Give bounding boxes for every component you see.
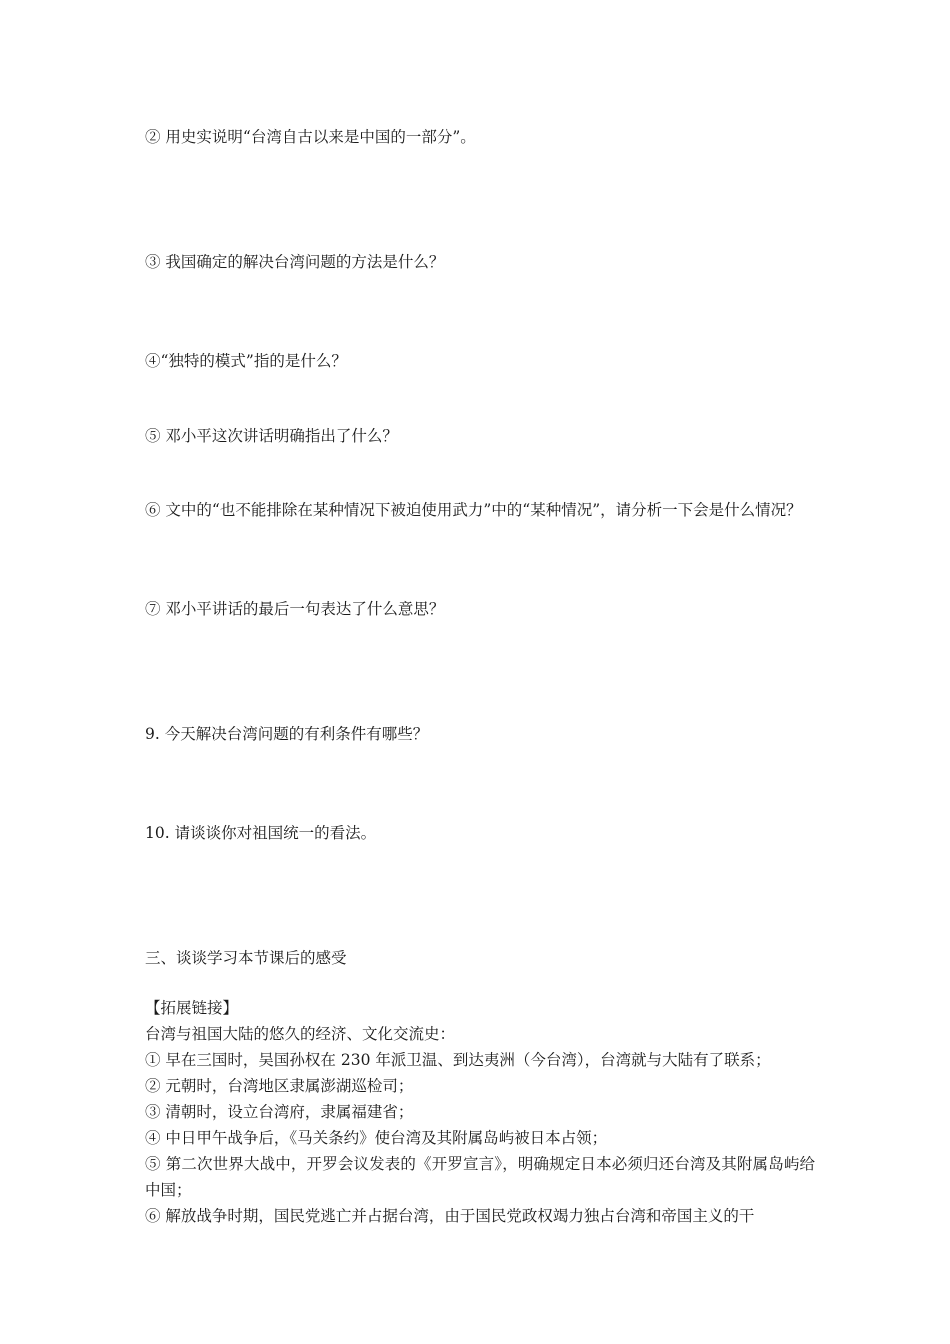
- extension-item: ⑤ 第二次世界大战中，开罗会议发表的《开罗宣言》，明确规定日本必须归还台湾及其附属岛屿给中国；: [145, 1155, 815, 1199]
- question-4: ④“独特的模式”指的是什么？: [145, 352, 347, 370]
- extension-intro: 台湾与祖国大陆的悠久的经济、文化交流史：: [145, 1025, 456, 1043]
- extension-item: ③ 清朝时，设立台湾府，隶属福建省；: [145, 1103, 414, 1121]
- extension-item: ⑥ 解放战争时期，国民党逃亡并占据台湾，由于国民党政权竭力独占台湾和帝国主义的干: [145, 1207, 755, 1225]
- question-3: ③ 我国确定的解决台湾问题的方法是什么？: [145, 253, 445, 271]
- question-2: ② 用史实说明“台湾自古以来是中国的一部分”。: [145, 128, 476, 146]
- extension-heading: 【拓展链接】: [145, 999, 239, 1017]
- question-10: 10. 请谈谈你对祖国统一的看法。: [145, 824, 377, 842]
- extension-item: ① 早在三国时，吴国孙权在 230 年派卫温、到达夷洲（今台湾），台湾就与大陆有了联系；: [145, 1051, 771, 1069]
- question-5: ⑤ 邓小平这次讲话明确指出了什么？: [145, 427, 398, 445]
- extension-link-section: [145, 995, 815, 1229]
- question-6: ⑥ 文中的“也不能排除在某种情况下被迫使用武力”中的“某种情况”，请分析一下会是什么情况？: [145, 501, 802, 519]
- extension-item: ④ 中日甲午战争后，《马关条约》使台湾及其附属岛屿被日本占领；: [145, 1129, 608, 1147]
- extension-item: ② 元朝时，台湾地区隶属澎湖巡检司；: [145, 1077, 414, 1095]
- section-3-heading: 三、谈谈学习本节课后的感受: [145, 949, 347, 967]
- question-7: ⑦ 邓小平讲话的最后一句表达了什么意思？: [145, 600, 445, 618]
- question-9: 9. 今天解决台湾问题的有利条件有哪些？: [145, 725, 429, 743]
